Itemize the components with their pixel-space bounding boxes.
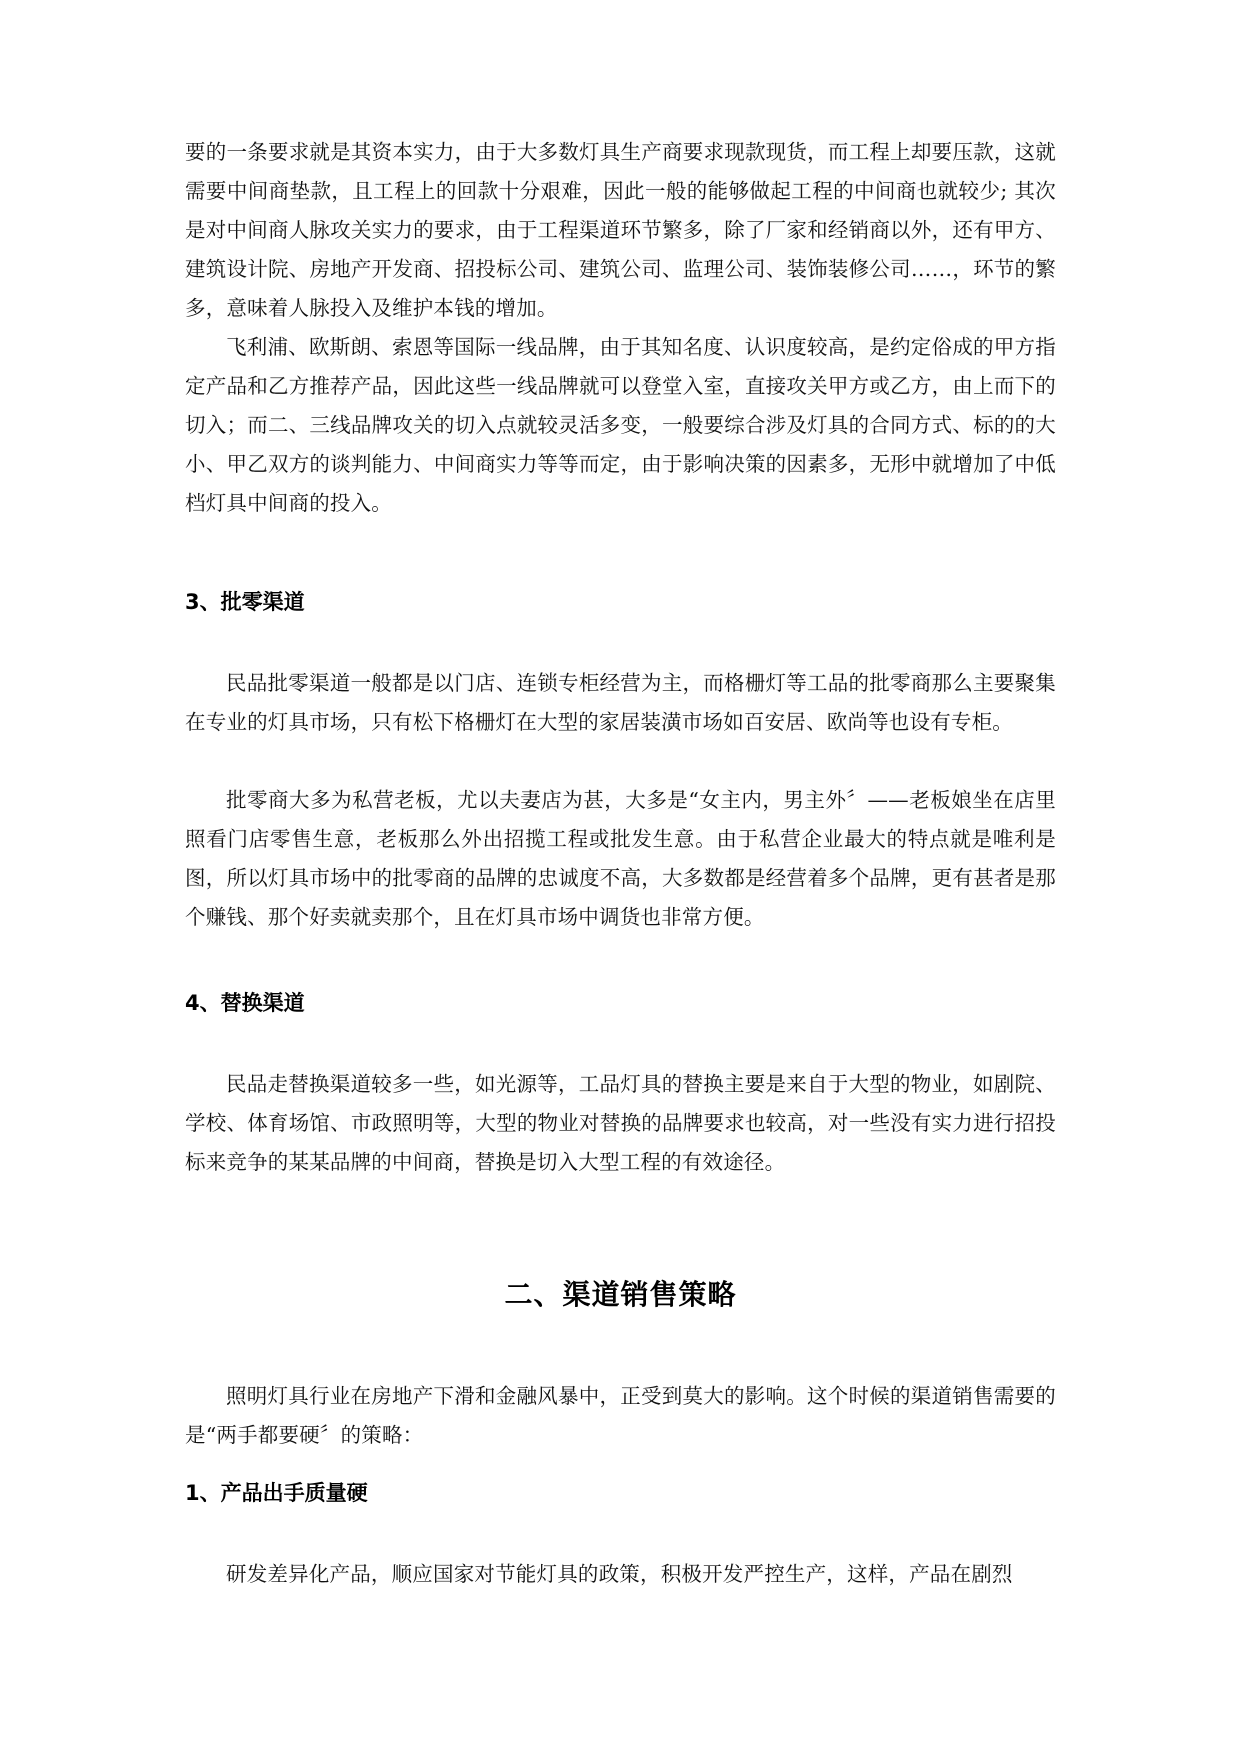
paragraph-strategy-intro: 照明灯具行业在房地产下滑和金融风暴中，正受到莫大的影响。这个时候的渠道销售需要的是“两手都要硬〞的策略： [185, 1384, 1056, 1447]
heading-replacement-channel: 4、替换渠道 [185, 991, 305, 1015]
paragraph-capital-requirements: 要的一条要求就是其资本实力，由于大多数灯具生产商要求现款现货，而工程上却要压款，这就需要中间商垫款，且工程上的回款十分艰难，因此一般的能够做起工程的中间商也就较少; 其次是对中间商人脉攻关实力的要求，由于工程渠道环节繁多，除了厂家和经销商以外，还有甲方、建筑设计院、房地产开发商、招投标公司、建筑公司、监理公司、装饰装修公司……，环节的繁多，意味着人脉投入及维护本钱的增加。 [185, 140, 1056, 320]
paragraph-private-dealers: 批零商大多为私营老板，尤以夫妻店为甚，大多是“女主内，男主外〞——老板娘坐在店里照看门店零售生意，老板那么外出招揽工程或批发生意。由于私营企业最大的特点就是唯利是图，所以灯具市场中的批零商的品牌的忠诚度不高，大多数都是经营着多个品牌，更有甚者是那个赚钱、那个好卖就卖那个，且在灯具市场中调货也非常方便。 [185, 788, 1056, 929]
heading-product-quality: 1、产品出手质量硬 [185, 1481, 368, 1505]
section-title-channel-strategy: 二、渠道销售策略 [504, 1278, 737, 1311]
paragraph-product-development: 研发差异化产品，顺应国家对节能灯具的政策，积极开发严控生产，这样，产品在剧烈 [226, 1562, 1013, 1586]
heading-wholesale-retail-channel: 3、批零渠道 [185, 590, 305, 614]
paragraph-wholesale-retail-overview: 民品批零渠道一般都是以门店、连锁专柜经营为主，而格栅灯等工品的批零商那么主要聚集在专业的灯具市场，只有松下格栅灯在大型的家居装潢市场如百安居、欧尚等也设有专柜。 [185, 671, 1056, 734]
paragraph-replacement-channel: 民品走替换渠道较多一些，如光源等，工品灯具的替换主要是来自于大型的物业，如剧院、学校、体育场馆、市政照明等，大型的物业对替换的品牌要求也较高，对一些没有实力进行招投标来竞争的某某品牌的中间商，替换是切入大型工程的有效途径。 [185, 1072, 1056, 1174]
paragraph-international-brands: 飞利浦、欧斯朗、索恩等国际一线品牌，由于其知名度、认识度较高，是约定俗成的甲方指定产品和乙方推荐产品，因此这些一线品牌就可以登堂入室，直接攻关甲方或乙方，由上而下的切入；而二、三线品牌攻关的切入点就较灵活多变，一般要综合涉及灯具的合同方式、标的的大小、甲乙双方的谈判能力、中间商实力等等而定，由于影响决策的因素多，无形中就增加了中低档灯具中间商的投入。 [185, 335, 1056, 515]
